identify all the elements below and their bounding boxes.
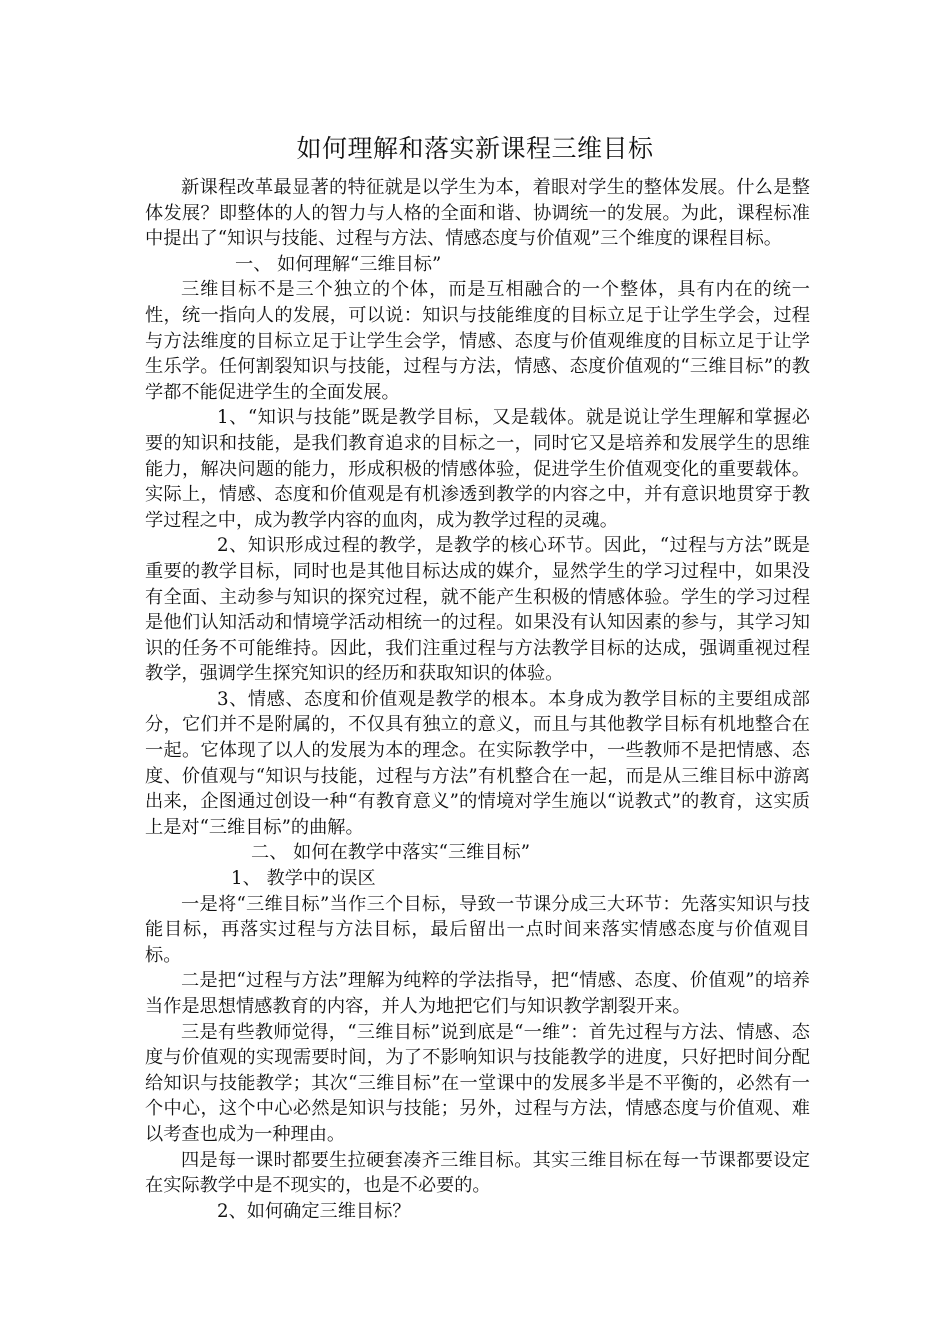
section-1-item-2: 2、知识形成过程的教学，是教学的核心环节。因此，“过程与方法”既是重要的教学目标，同时也是其他目标达成的媒介，显然学生的学习过程中，如果没有全面、主动参与知识的探究过程，就不能产生积极的情感体验。学生的学习过程是他们认知活动和情境学活动相统一的过程。如果没有认知因素的参与，其学习知识的任务不可能维持。因此，我们注重过程与方法教学目标的达成，强调重视过程教学，强调学生探究知识的经历和获取知识的体验。 <box>145 535 810 685</box>
section-1-paragraph: 三维目标不是三个独立的个体，而是互相融合的一个整体，具有内在的统一性，统一指向人的发展，可以说：知识与技能维度的目标立足于让学生学会，过程与方法维度的目标立足于让学生会学，情感、态度与价值观维度的目标立足于让学生乐学。任何割裂知识与技能，过程与方法，情感、态度价值观的“三维目标”的教学都不能促进学生的全面发展。 <box>145 279 810 403</box>
document-title: 如何理解和落实新课程三维目标 <box>296 134 654 163</box>
section-2-subheading-2: 2、如何确定三维目标？ <box>217 1200 411 1222</box>
section-2-subheading-1: 1、 教学中的误区 <box>231 868 376 890</box>
section-1-item-1: 1、“知识与技能”既是教学目标，又是载体。就是说让学生理解和掌握必要的知识和技能，是我们教育追求的目标之一，同时它又是培养和发展学生的思维能力，解决问题的能力，形成积极的情感体验，促进学生价值观变化的重要载体。实际上，情感、态度和价值观是有机渗透到教学的内容之中，并有意识地贯穿于教学过程之中，成为教学内容的血肉，成为教学过程的灵魂。 <box>145 407 810 531</box>
section-2-heading: 二、 如何在教学中落实“三维目标” <box>251 842 531 864</box>
intro-paragraph: 新课程改革最显著的特征就是以学生为本，着眼对学生的整体发展。什么是整体发展？即整体的人的智力与人格的全面和谐、协调统一的发展。为此，课程标准中提出了“知识与技能、过程与方法、情感态度与价值观”三个维度的课程目标。 <box>145 177 810 250</box>
section-2-paragraph-2: 二是把“过程与方法”理解为纯粹的学法指导，把“情感、态度、价值观”的培养当作是思想情感教育的内容，并人为地把它们与知识教学割裂开来。 <box>145 970 810 1017</box>
section-1-heading: 一、 如何理解“三维目标” <box>235 253 442 275</box>
section-2-paragraph-1: 一是将“三维目标”当作三个目标，导致一节课分成三大环节：先落实知识与技能目标，再落实过程与方法目标，最后留出一点时间来落实情感态度与价值观目标。 <box>145 893 810 966</box>
section-1-item-3: 3、情感、态度和价值观是教学的根本。本身成为教学目标的主要组成部分，它们并不是附属的，不仅具有独立的意义，而且与其他教学目标有机地整合在一起。它体现了以人的发展为本的理念。在实际教学中，一些教师不是把情感、态度、价值观与“知识与技能，过程与方法”有机整合在一起，而是从三维目标中游离出来，企图通过创设一种“有教育意义”的情境对学生施以“说教式”的教育，这实质上是对“三维目标”的曲解。 <box>145 688 810 838</box>
section-2-paragraph-3: 三是有些教师觉得，“三维目标”说到底是“一维”：首先过程与方法、情感、态度与价值观的实现需要时间，为了不影响知识与技能教学的进度，只好把时间分配给知识与技能教学；其次“三维目标”在一堂课中的发展多半是不平衡的，必然有一个中心，这个中心必然是知识与技能；另外，过程与方法，情感态度与价值观、难以考查也成为一种理由。 <box>145 1021 810 1145</box>
document-body <box>145 175 810 1224</box>
section-2-paragraph-4: 四是每一课时都要生拉硬套凑齐三维目标。其实三维目标在每一节课都要设定在实际教学中是不现实的，也是不必要的。 <box>145 1149 810 1197</box>
